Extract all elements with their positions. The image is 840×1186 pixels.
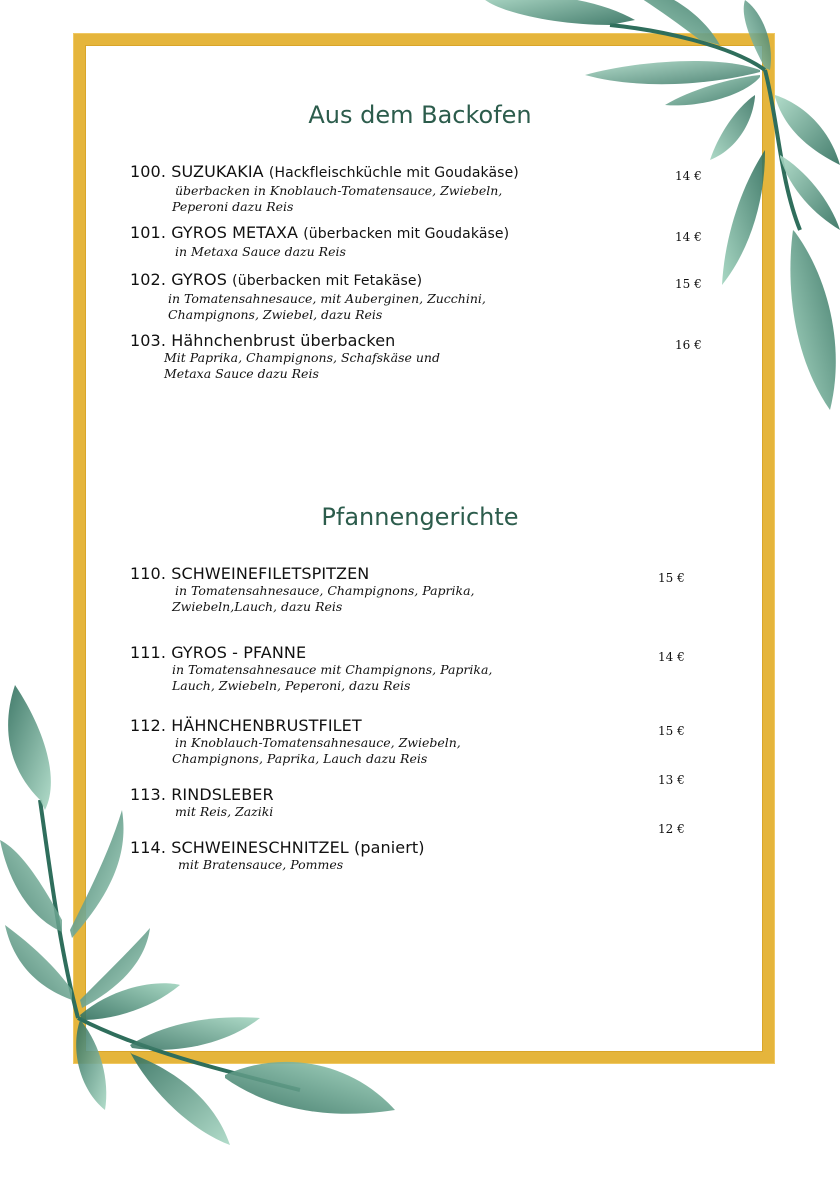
menu-item-110 [130,564,690,615]
item-name: HÄHNCHENBRUSTFILET [171,716,362,735]
item-name: GYROS - PFANNE [171,643,307,662]
item-desc-line: Lauch, Zwiebeln, Peperoni, dazu Reis [172,678,411,693]
item-desc-line: Metaxa Sauce dazu Reis [164,366,319,381]
item-name: SCHWEINESCHNITZEL (paniert) [171,838,425,857]
item-desc-line: überbacken in Knoblauch-Tomatensauce, Zwiebeln, [175,183,503,198]
leaf [480,0,635,25]
item-number: 103. [130,331,167,350]
item-number: 110. [130,564,167,583]
item-desc-line: Champignons, Zwiebel, dazu Reis [168,307,383,322]
item-number: 114. [130,838,167,857]
item-price: 14 € [675,230,702,244]
item-desc-line: in Tomatensahnesauce, mit Auberginen, Zucchini, [168,291,486,306]
menu-item-101 [130,223,690,260]
item-note: (Hackfleischküchle mit Goudakäse) [268,165,519,181]
item-name: RINDSLEBER [171,785,274,804]
item-number: 102. [130,270,167,289]
menu-item-100 [130,162,690,215]
item-desc-line: in Tomatensahnesauce mit Champignons, Paprika, [172,662,493,677]
section-title-pfannengerichte: Pfannengerichte [321,503,519,531]
menu-item-112 [130,716,690,767]
item-number: 111. [130,643,167,662]
item-desc-line: Peperoni dazu Reis [172,199,294,214]
item-number: 113. [130,785,167,804]
item-name: SCHWEINEFILETSPITZEN [171,564,370,583]
item-desc-line: in Metaxa Sauce dazu Reis [175,244,346,259]
item-desc-line: in Knoblauch-Tomatensahnesauce, Zwiebeln, [175,735,461,750]
section-title-backofen: Aus dem Backofen [308,101,532,129]
item-price: 14 € [675,169,702,183]
item-desc-line: in Tomatensahnesauce, Champignons, Paprika, [175,583,475,598]
item-note: (überbacken mit Fetakäse) [232,273,423,289]
menu-item-114 [130,838,690,873]
item-note: (überbacken mit Goudakäse) [303,226,510,242]
item-name: GYROS METAXA [171,223,299,242]
item-desc-line: mit Reis, Zaziki [175,804,274,819]
item-desc-line: Zwiebeln,Lauch, dazu Reis [172,599,343,614]
item-price: 15 € [675,277,702,291]
item-number: 112. [130,716,167,735]
item-price: 16 € [675,338,702,352]
item-desc-line: Champignons, Paprika, Lauch dazu Reis [172,751,428,766]
menu-item-111 [130,643,690,694]
menu-item-102 [130,270,690,323]
item-desc-line: mit Bratensauce, Pommes [178,857,344,872]
item-name: SUZUKAKIA [171,162,264,181]
item-price: 15 € [658,571,685,585]
item-name: Hähnchenbrust überbacken [171,331,396,350]
item-price: 15 € [658,724,685,738]
item-price: 12 € [658,822,685,836]
item-number: 101. [130,223,167,242]
item-name: GYROS [171,270,227,289]
item-price: 14 € [658,650,685,664]
menu-item-103 [130,331,690,382]
item-desc-line: Mit Paprika, Champignons, Schafskäse und [164,350,440,365]
item-price: 13 € [658,773,685,787]
menu-item-113 [130,785,690,820]
item-number: 100. [130,162,167,181]
